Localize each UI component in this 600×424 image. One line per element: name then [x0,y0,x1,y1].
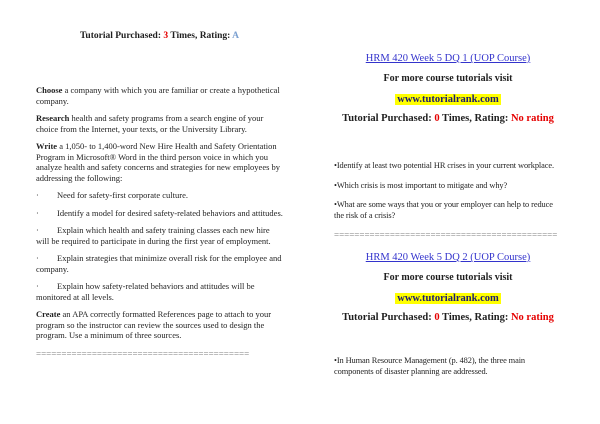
site-line [334,91,562,106]
visit-text: For more course tutorials visit [383,272,513,283]
question-list [334,161,562,221]
paragraph-create-text: an APA correctly formatted References page to attach to your program so the instructor can review the sources used to design the program. Use a minimum of three sources. [36,309,272,340]
course-link-dq2[interactable]: HRM 420 Week 5 DQ 2 (UOP Course) [365,252,531,263]
paragraph-create [36,309,283,341]
list-item [36,190,283,201]
separator-line: ========================================== [36,348,250,359]
list-item-text: Explain which health and safety training classes each new hire will be required to participate in during the first year of employment. [36,225,271,246]
list-item [36,225,283,246]
site-line [334,290,562,305]
paragraph-write [36,141,283,183]
list-item-text: Explain how safety-related behaviors and attitudes will be monitored at all levels. [36,281,255,302]
rating-label: Times, Rating: [439,312,511,323]
tutorialrank-link[interactable]: www.tutorialrank.com [397,94,499,105]
tutorialrank-link[interactable]: www.tutorialrank.com [397,293,499,304]
right-column [334,50,562,386]
paragraph-choose-text: a company with which you are familiar or create a hypothetical company. [36,85,280,106]
list-item [36,281,283,302]
course-link-dq1[interactable]: HRM 420 Week 5 DQ 1 (UOP Course) [365,53,531,64]
bullet-dot-icon: · [36,281,39,291]
bullet-dot-icon: · [36,253,39,263]
list-item [36,208,283,219]
paragraph-research-text: health and safety programs from a search engine of your choice from the Internet, your texts, or the University Library. [36,113,264,134]
paragraph-research-lead: Research [36,113,70,123]
tutorial-purchased-line [334,311,562,324]
visit-text: For more course tutorials visit [383,73,513,84]
rating-label: Times, Rating: [168,31,233,41]
separator-line: ============================================ [334,230,558,240]
bullet-dot-icon: · [36,207,39,218]
purchased-label: Tutorial Purchased: [342,312,435,323]
list-item [36,253,283,274]
paragraph-choose [36,85,283,106]
tutorial-purchased-line [334,112,562,125]
paragraph-write-text: a 1,050- to 1,400-word New Hire Health and Safety Orientation Program in Microsoft® Word in the third person voice in which you analyze health and safety concerns and strategies for new employees by addressing the following: [36,141,281,183]
bullet-dot-icon: · [36,190,39,200]
paragraph-choose-lead: Choose [36,85,63,95]
list-item-text: Identify a model for desired safety-related behaviors and attitudes. [57,207,283,218]
question-list [334,356,562,377]
paragraph-write-lead: Write [36,141,58,151]
paragraph-research [36,113,283,134]
question-bullet: •In Human Resource Management (p. 482), the three main components of disaster planning are addressed. [334,356,526,376]
purchased-count: 0 [434,312,440,323]
course-section-dq2 [334,249,562,377]
question-bullet: •Which crisis is most important to mitigate and why? [334,180,508,190]
tutorial-purchased-header [36,30,283,42]
rating-value: No rating [510,312,554,323]
purchased-label: Tutorial Purchased: [342,113,435,124]
list-item-text: Need for safety-first corporate culture. [57,190,188,200]
rating-label: Times, Rating: [439,113,511,124]
purchased-count: 3 [163,31,169,41]
rating-value: A [232,31,240,41]
bullet-dot-icon: · [36,225,39,235]
paragraph-create-lead: Create [36,309,61,319]
course-section-dq1 [334,50,562,240]
question-bullet: •Identify at least two potential HR crises in your current workplace. [334,161,554,170]
course-link-line [334,249,562,264]
list-item-text: Explain strategies that minimize overall risk for the employee and company. [36,253,282,274]
course-link-line [334,50,562,65]
purchased-label: Tutorial Purchased: [79,31,164,41]
purchased-count: 0 [434,113,440,124]
left-column [36,30,283,359]
question-bullet: •What are some ways that you or your employer can help to reduce the risk of a crisis? [334,200,553,220]
rating-value: No rating [510,113,554,124]
